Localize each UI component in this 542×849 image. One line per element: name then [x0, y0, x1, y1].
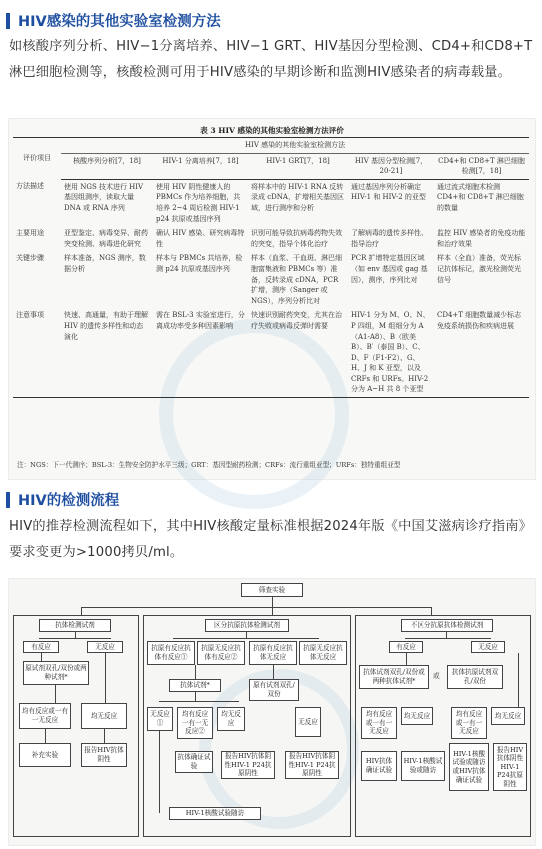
flow-box: 报告HIV抗体阴性HIV-1 P24抗原阴性 — [285, 751, 339, 779]
column-header: HIV 基因分型检测[7，20-21] — [348, 153, 434, 179]
flow-box: 区分抗原抗体检测试剂 — [205, 619, 289, 632]
table-row — [13, 226, 529, 251]
flow-box: 原有试剂双孔/双份 — [249, 679, 299, 701]
connector — [81, 607, 431, 608]
section-marker — [6, 13, 10, 29]
row-label: 注意事项 — [13, 308, 61, 397]
table-cell: 样本准备，NGS 测序，数据分析 — [64, 254, 146, 273]
intro-paragraph: 如核酸序列分析、HIV−1分离培养、HIV−1 GRT、HIV基因分型检测、CD4+和CD8+T淋巴细胞检测等，核酸检测可用于HIV感染的早期诊断和监测HIV感染者的病毒载量。 — [9, 39, 533, 80]
connector — [518, 653, 519, 707]
flow-box: 报告HIV抗体阴性HIV-1 P24抗原阴性 — [221, 751, 275, 779]
flow-box: 均有反应或一有一无反应 — [19, 703, 71, 729]
connector — [159, 701, 239, 702]
table-cell: CD4+T 细胞数量减少标志免疫系统损伤和疾病进展 — [434, 308, 529, 397]
connector — [431, 607, 432, 615]
connector — [45, 729, 46, 743]
connector — [405, 638, 491, 639]
flow-box: 无反应① — [147, 707, 173, 731]
table-cell: 快速识别耐药突变，尤其在治疗失败或病毒反弹时需要 — [248, 308, 348, 397]
connector — [173, 638, 319, 639]
table-cell: 监控 HIV 感染者的免疫功能和治疗效果 — [437, 229, 526, 248]
row-label: 方法描述 — [16, 182, 44, 191]
connector — [159, 731, 160, 813]
flow-box: 抗原无反应抗体有反应② — [197, 641, 245, 665]
table-note: 注：NGS：下一代测序；BSL-3：生物安全防护水平三级；GRT：基因型耐药检测；CRFs：流行重组亚型；URFs：独特重组亚型 — [17, 461, 401, 469]
section-title-workflow — [0, 489, 119, 510]
table-cell: 样本（全血）准备，荧光标记抗体标记，激光检测荧光信号 — [437, 254, 521, 284]
flow-box: 无反应 — [295, 707, 321, 737]
flow-box: 均无反应 — [491, 707, 525, 725]
flow-box: 均有反应一有一无反应② — [177, 707, 213, 739]
flow-box: 报告HIV抗体阴性HIV-1 P24抗原阴性 — [493, 743, 527, 791]
connector — [195, 692, 196, 701]
row-label: 主要用途 — [16, 229, 44, 238]
table-cell: PCR 扩增特定基因区域（如 env 基因或 gag 基因），测序，序列比对 — [351, 254, 428, 284]
column-header: HIV-1 分离培养[7，18] — [153, 153, 248, 179]
table-caption: 表 3 HIV 感染的其他实验室检测方法评价 — [200, 126, 344, 135]
section-title-other-methods — [0, 10, 221, 31]
connector — [273, 665, 274, 679]
connector — [272, 597, 273, 607]
table-cell: 亚型鉴定、病毒变异、耐药突变检测、病毒进化研究 — [64, 229, 148, 248]
flow-box: 抗原无反应抗体无反应 — [299, 641, 347, 665]
table-cell: 识别可能导致抗病毒药物失效的突变，指导个体化治疗 — [251, 229, 342, 248]
detection-flowchart — [8, 578, 536, 846]
table-cell: 需在 BSL-3 实验室进行，分离成功率受多种因素影响 — [153, 308, 248, 397]
flow-box: 不区分抗原抗体检测试剂 — [401, 619, 493, 632]
column-header: HIV-1 GRT[7，18] — [248, 153, 348, 179]
connector — [406, 653, 407, 665]
table-cell: 样本与 PBMCs 共培养，检测 p24 抗原或基因序列 — [156, 254, 243, 273]
column-header: CD4+和 CD8+T 淋巴细胞检测[7，18] — [434, 153, 529, 179]
row-header-label: 评价项目 — [13, 138, 61, 180]
flow-box: 抗体确证试验 — [175, 751, 213, 773]
table-cell: HIV-1 分为 M、O、N、P 四组，M 组细分为 A（A1-A8）、B（欧美 B）、B′（泰国 B）、C、D、F（F1-F2）、G、H、J 和 K 亚型，以及 CRFs 和 URFs。HIV-2 分为 A~H 共 8 个亚型 — [348, 308, 434, 397]
flow-box: 补充实验 — [19, 743, 71, 767]
flow-box: HIV-1核酸试验或随访 — [401, 751, 445, 781]
column-header: 核酸序列分析[7，18] — [61, 153, 153, 179]
flow-box: 抗体试剂* — [169, 679, 221, 692]
table-cell: 使用 HIV 阴性健康人的 PBMCs 作为培养细胞，共培养 2~4 周后检测 HIV-1 p24 抗原或基因序列 — [156, 182, 241, 223]
table-row — [13, 308, 529, 397]
flow-start-box: 筛查实验 — [241, 583, 303, 597]
table-cell: 通过基因序列分析确定 HIV-1 和 HIV-2 的亚型 — [351, 182, 426, 202]
section-title-text: HIV感染的其他实验室检测方法 — [18, 14, 221, 30]
table-cell: 使用 NGS 技术进行 HIV 基因组测序，读取大量 DNA 或 RNA 序列 — [64, 182, 144, 212]
flow-box: 抗体抗原试剂双孔/双份 — [447, 665, 503, 689]
table-row — [13, 251, 529, 308]
flow-box: 报告HIV抗体阴性 — [81, 743, 127, 767]
flow-box: HIV-1核酸试验随访 — [169, 807, 261, 820]
connector — [104, 729, 105, 743]
table-cell: 通过流式细胞术检测 CD4+和 CD8+T 淋巴细胞的数量 — [437, 182, 524, 212]
flow-box: HIV抗体确证试验 — [361, 751, 397, 781]
flow-box: 无反应 — [87, 641, 123, 653]
flow-box: 均无反应 — [217, 707, 245, 731]
flow-box: 有反应 — [389, 641, 423, 653]
flow-box: 抗体试剂双孔/双份或两种抗体试剂* — [359, 665, 429, 689]
table-cell: 快速、高通量，有助于理解 HIV 的遗传多样性和动态演化 — [61, 308, 153, 397]
flow-box: 均有反应或一有一无反应 — [451, 707, 487, 739]
workflow-paragraph: HIV的推荐检测流程如下，其中HIV核酸定量标准根据2024年版《中国艾滋病诊疗指南》要求变更为>1000拷贝/ml。 — [9, 519, 532, 560]
table-cell: 确认 HIV 感染、研究病毒特性 — [156, 229, 245, 248]
flow-box: 均无反应 — [401, 707, 433, 725]
flow-box: 抗原有反应抗体无反应 — [249, 641, 297, 665]
methods-table — [13, 137, 529, 398]
or-label: 或 — [433, 672, 440, 680]
connector — [195, 665, 196, 679]
section-title-text: HIV的检测流程 — [18, 493, 120, 509]
table-cell: 将样本中的 HIV-1 RNA 反转录成 cDNA，扩增相关基因区域，进行测序和分析 — [251, 182, 344, 212]
flow-box: 均有反应或一有一无反应 — [361, 707, 397, 739]
connector — [272, 607, 273, 615]
flow-box: 无反应 — [471, 641, 505, 653]
flow-box: 抗体检测试剂 — [39, 619, 111, 632]
row-label: 关键步骤 — [16, 254, 44, 263]
flow-box: 均无反应 — [81, 703, 127, 729]
table-cell: 了解病毒的遗传多样性、指导治疗 — [351, 229, 428, 248]
flow-box: 原试剂双孔/双份或两种试剂* — [23, 661, 89, 685]
methods-table-figure — [8, 118, 536, 480]
connector — [81, 607, 82, 615]
connector — [55, 685, 56, 703]
connector — [41, 653, 42, 661]
table-cell: 样本（血浆、干血斑、淋巴细胞富集液和 PBMCs 等）准备，反转录成 cDNA，PCR 扩增，测序（Sanger 或 NGS），序列分析比对 — [251, 254, 342, 305]
table-row — [13, 179, 529, 226]
flow-box: 有反应 — [23, 641, 59, 653]
span-header: HIV 感染的其他实验室检测方法 — [61, 138, 529, 154]
connector — [39, 638, 111, 639]
connector — [105, 653, 106, 703]
section-marker — [6, 492, 10, 508]
flow-box: HIV-1核酸试验或随访或HIV抗体确证试验 — [449, 743, 489, 791]
flow-box: 抗原有反应抗体有反应① — [147, 641, 195, 665]
